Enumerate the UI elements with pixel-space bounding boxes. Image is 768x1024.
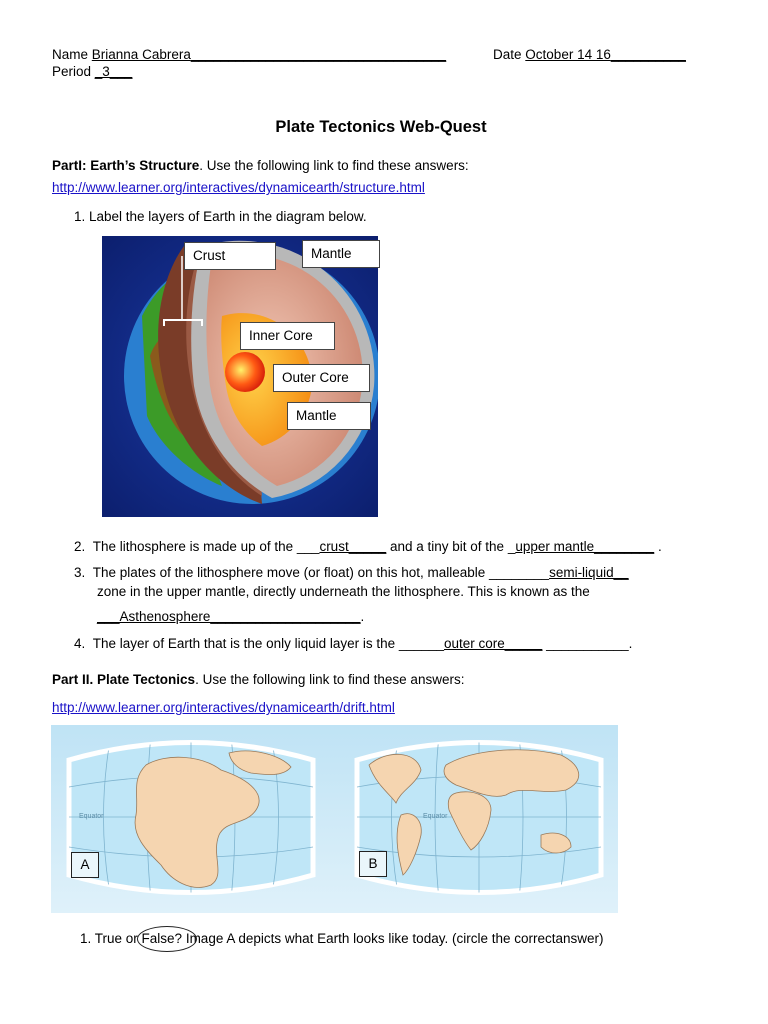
part2-intro: . Use the following link to find these answers: [195, 672, 465, 687]
callout-inner-core: Inner Core [240, 322, 335, 350]
date-label: Date [493, 47, 522, 62]
date-blank: __________ [610, 47, 686, 62]
question-4 [74, 635, 632, 652]
answer-circle [137, 926, 197, 952]
period-line [52, 63, 132, 80]
q2-answer-upper-mantle: upper mantle________ [515, 539, 655, 554]
earth-structure-diagram [102, 236, 378, 517]
map-a-equator-label: Equator [79, 813, 104, 820]
question-3 [74, 564, 629, 581]
part1-link[interactable]: http://www.learner.org/interactives/dynamicearth/structure.html [52, 180, 425, 195]
part1-heading: PartI: Earth’s Structure [52, 158, 200, 173]
callout-crust: Crust [184, 242, 276, 270]
q2-text-a: The lithosphere is made up of the ___ [92, 539, 320, 554]
map-a-label: A [71, 852, 99, 878]
q3-number: 3. [74, 565, 86, 580]
continental-drift-maps [51, 725, 618, 913]
name-value: Brianna Cabrera [91, 47, 191, 62]
period-value: _3___ [94, 64, 133, 79]
q3-answer-asthenosphere: ___Asthenosphere____________________ [97, 609, 361, 624]
map-b-label: B [359, 851, 387, 877]
q4-text-a: The layer of Earth that is the only liquid layer is the ______ [92, 636, 444, 651]
map-b-equator-label: Equator [423, 813, 448, 820]
question-3-line-2: zone in the upper mantle, directly underneath the lithosphere. This is known as the [97, 584, 590, 599]
q4-answer-outer-core: outer core_____ [444, 636, 543, 651]
name-blank: __________________________________ [190, 47, 447, 62]
date-value: October 14 16 [525, 47, 611, 62]
question-2 [74, 538, 662, 555]
q2-text-b: and a tiny bit of the _ [386, 539, 516, 554]
question-1: 1. Label the layers of Earth in the diagram below. [74, 209, 367, 224]
q3-text-a: The plates of the lithosphere move (or float) on this hot, malleable ________ [92, 565, 550, 580]
date-line [493, 46, 686, 63]
part1-intro: . Use the following link to find these answers: [199, 158, 469, 173]
part2-question-1 [80, 930, 604, 947]
part1-heading-line [52, 157, 469, 174]
q2-number: 2. [74, 539, 86, 554]
p2-q1-false: False? [141, 931, 183, 946]
part2-heading-line [52, 671, 464, 688]
p2-q1-text-a: 1. True or [80, 931, 142, 946]
p2-q1-circled-answer [142, 931, 183, 946]
part2-link[interactable]: http://www.learner.org/interactives/dynamicearth/drift.html [52, 700, 395, 715]
q4-text-b: ___________. [542, 636, 633, 651]
q4-number: 4. [74, 636, 86, 651]
callout-outer-core: Outer Core [273, 364, 370, 392]
callout-mantle-bottom: Mantle [287, 402, 371, 430]
q2-answer-crust: crust_____ [319, 539, 387, 554]
part2-heading: Part II. Plate Tectonics [52, 672, 196, 687]
q3-end: . [360, 609, 365, 624]
p2-q1-text-b: Image A depicts what Earth looks like today. (circle the correctanswer) [182, 931, 604, 946]
q3-answer-semi-liquid: semi-liquid__ [549, 565, 629, 580]
name-line [52, 46, 446, 63]
q2-text-c: . [654, 539, 662, 554]
callout-mantle-top: Mantle [302, 240, 380, 268]
period-label: Period [52, 64, 92, 79]
name-label: Name [52, 47, 89, 62]
page-title: Plate Tectonics Web-Quest [275, 118, 487, 136]
maps-image [51, 725, 618, 913]
question-3-line-3 [97, 608, 364, 625]
